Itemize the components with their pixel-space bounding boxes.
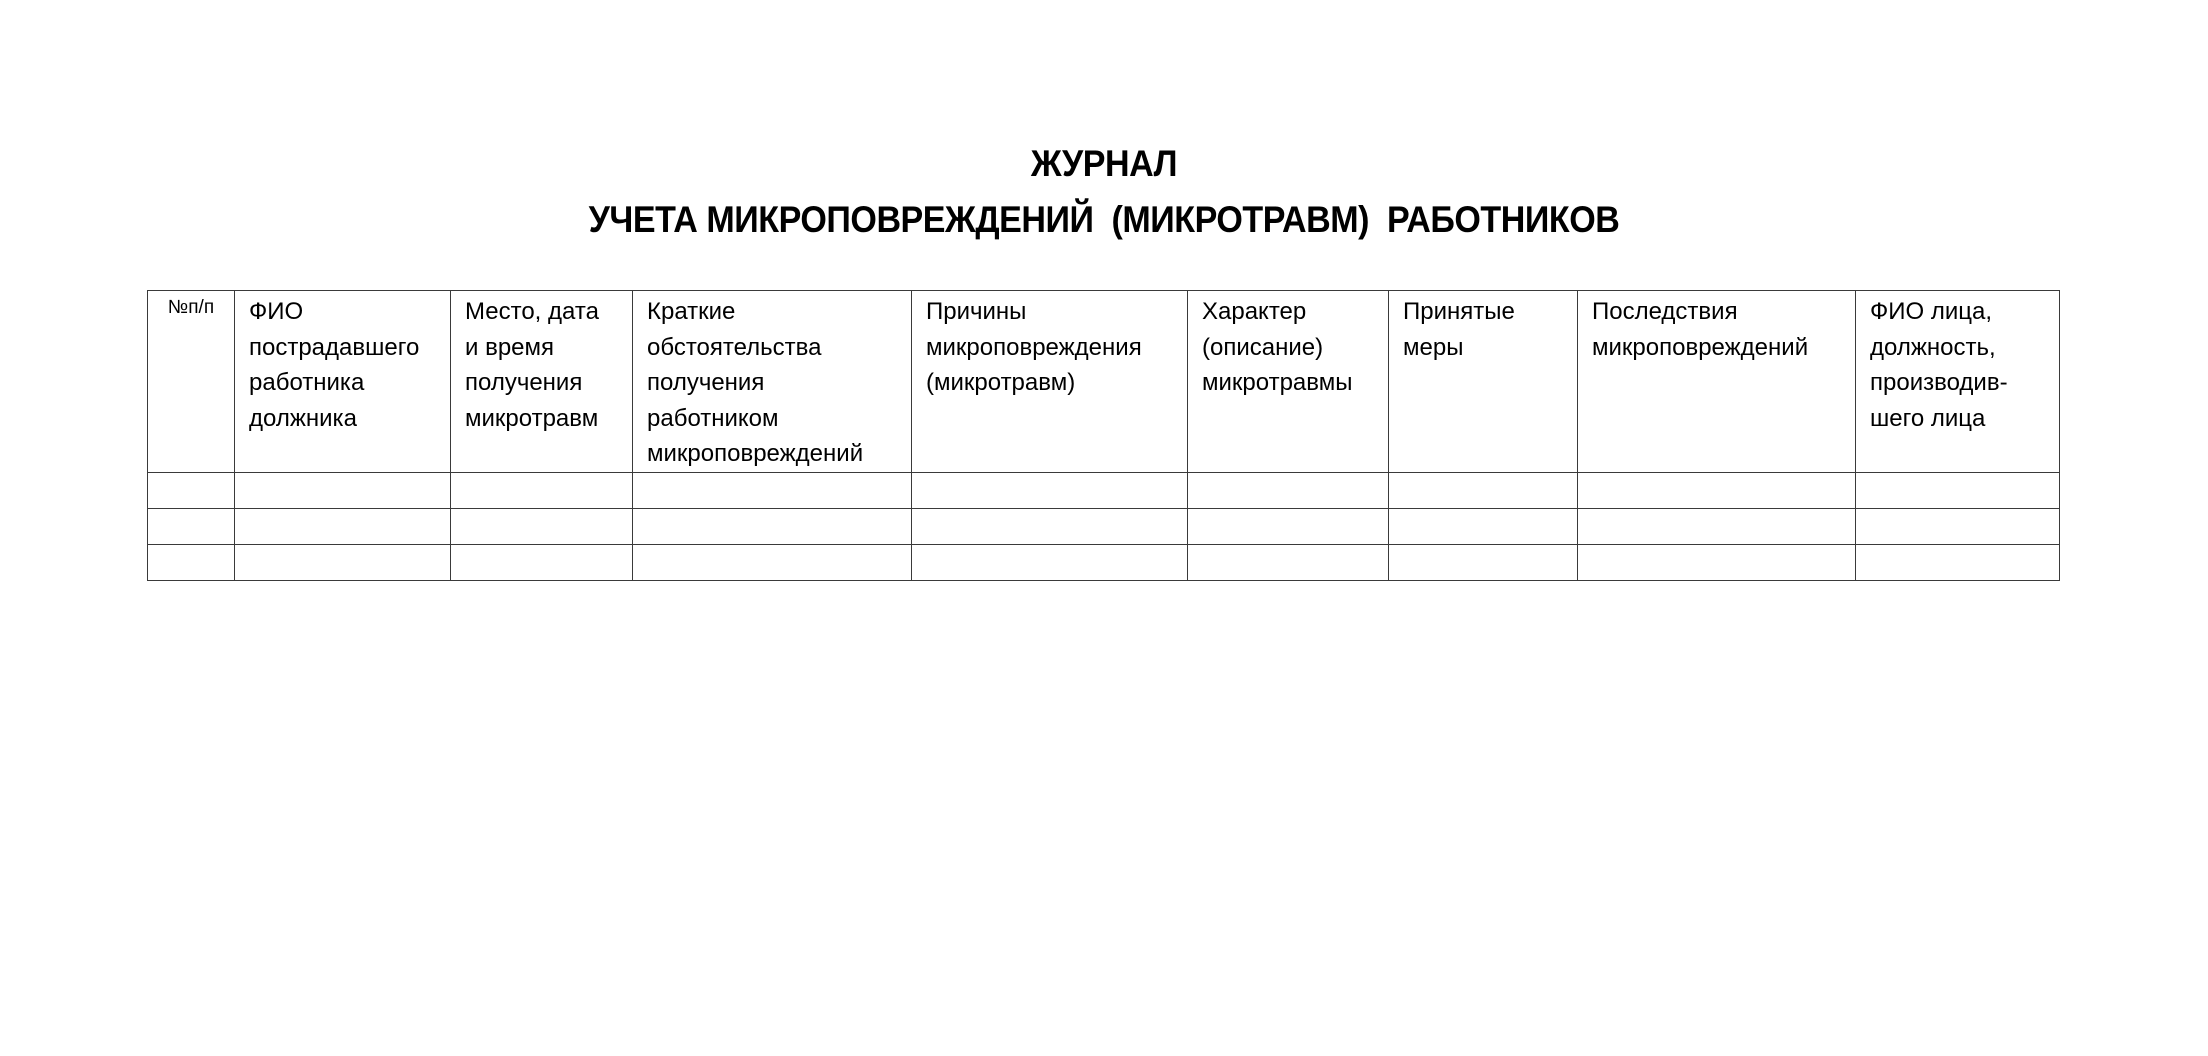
table-cell[interactable] <box>1188 472 1389 508</box>
table-cell[interactable] <box>1188 544 1389 580</box>
header-responsible-person: ФИО лица, должность, производив- шего лица <box>1856 291 2060 473</box>
table-cell[interactable] <box>1578 544 1856 580</box>
table-cell[interactable] <box>148 544 235 580</box>
table-cell[interactable] <box>235 508 451 544</box>
header-consequences: Последствия микроповреждений <box>1578 291 1856 473</box>
title-journal: ЖУРНАЛ <box>1030 143 1178 184</box>
table-cell[interactable] <box>1389 544 1578 580</box>
table-cell[interactable] <box>235 544 451 580</box>
table-row <box>148 544 2060 580</box>
header-circumstances: Краткие обстоятельства получения работником микроповреждений <box>633 291 912 473</box>
table-cell[interactable] <box>1188 508 1389 544</box>
table-cell[interactable] <box>633 544 912 580</box>
table-cell[interactable] <box>451 472 633 508</box>
table-cell[interactable] <box>912 472 1188 508</box>
table-cell[interactable] <box>633 508 912 544</box>
table-cell[interactable] <box>235 472 451 508</box>
table-cell[interactable] <box>1578 472 1856 508</box>
title-subtitle: УЧЕТА МИКРОПОВРЕЖДЕНИЙ (МИКРОТРАВМ) РАБОТНИКОВ <box>588 199 1620 240</box>
document-title <box>0 136 2208 248</box>
table-cell[interactable] <box>148 472 235 508</box>
table-cell[interactable] <box>1389 472 1578 508</box>
header-injury-description: Характер (описание) микротравмы <box>1188 291 1389 473</box>
table-cell[interactable] <box>1389 508 1578 544</box>
table-cell[interactable] <box>451 508 633 544</box>
table-cell[interactable] <box>1856 472 2060 508</box>
table-cell[interactable] <box>912 508 1188 544</box>
table-cell[interactable] <box>1578 508 1856 544</box>
microtrauma-journal-table <box>147 290 2060 581</box>
header-victim-name: ФИО пострадавшего работника должника <box>235 291 451 473</box>
table-row <box>148 472 2060 508</box>
header-place-date-time: Место, дата и время получения микротравм <box>451 291 633 473</box>
table-cell[interactable] <box>1856 544 2060 580</box>
header-causes: Причины микроповреждения (микротравм) <box>912 291 1188 473</box>
header-measures-taken: Принятые меры <box>1389 291 1578 473</box>
table-cell[interactable] <box>451 544 633 580</box>
table-cell[interactable] <box>148 508 235 544</box>
table-row <box>148 508 2060 544</box>
table-header-row <box>148 291 2060 473</box>
table-cell[interactable] <box>912 544 1188 580</box>
table-cell[interactable] <box>633 472 912 508</box>
header-number: №п/п <box>148 291 235 473</box>
table-cell[interactable] <box>1856 508 2060 544</box>
